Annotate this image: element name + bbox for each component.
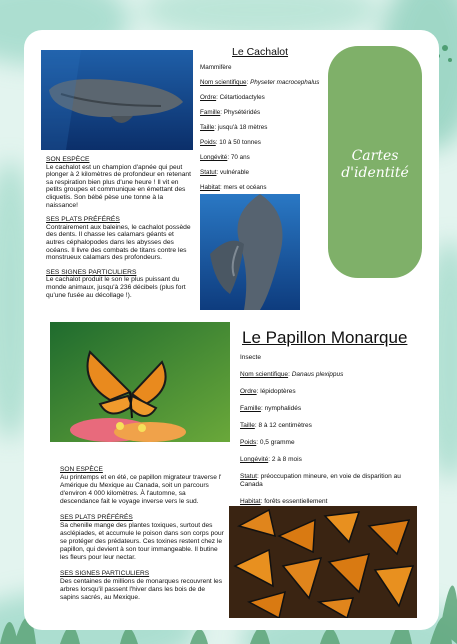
- monarque-espece: SON ESPÈCE Au printemps et en été, ce papillon migrateur traverse l' Amérique du Mexique au Canada, soit un parcours d'environ 4 000 kilomètres. À l'automne, sa descendance fait le voyage inverse vers le sud.: [60, 466, 222, 505]
- cachalot-poids: Poids: 10 à 50 tonnes: [200, 139, 261, 146]
- badge-line2: d'identité: [341, 165, 409, 181]
- badge-line1: Cartes: [351, 148, 399, 164]
- cachalot-ordre: Ordre: Cétartiodactyles: [200, 94, 265, 101]
- monarque-famille: Famille: nymphalidés: [240, 405, 302, 412]
- identity-badge: [328, 46, 422, 278]
- monarch-butterfly-photo: [50, 322, 230, 442]
- cachalot-sections: [46, 156, 194, 306]
- sperm-whale-photo: [41, 50, 193, 150]
- monarque-sections: [60, 466, 225, 610]
- monarque-sci-name: Nom scientifique: Danaus plexippus: [240, 371, 344, 378]
- monarque-taille: Taille: 8 à 12 centimètres: [240, 422, 312, 429]
- monarque-habitat: Habitat: forêts essentiellement: [240, 498, 328, 505]
- monarque-plats: SES PLATS PRÉFÉRÉS Sa chenille mange des plantes toxiques, surtout des asclépiades, et accumule le poison dans son corps pour se protéger des prédateurs. Ces toxines restent chez le papillon, qui devient à son tour immangeable. Il butine les fleurs pour leur nectar.: [60, 514, 224, 561]
- monarque-poids: Poids: 0,5 gramme: [240, 439, 295, 446]
- cachalot-statut: Statut: vulnérable: [200, 169, 250, 176]
- cachalot-taille: Taille: jusqu'à 18 mètres: [200, 124, 268, 131]
- cachalot-facts: [200, 64, 335, 199]
- cachalot-espece: SON ESPÈCE Le cachalot est un champion d'apnée qui peut plonger à 2 kilomètres de profondeur en retenant sa respiration bien plus d'une heure ! Il vit en petits groupes et communique en émettant des cliquetis. Son bébé pèse une tonne à la naissance!: [46, 156, 191, 209]
- monarque-class: Insecte: [240, 354, 261, 361]
- cachalot-habitat: Habitat: mers et océans: [200, 184, 267, 191]
- monarch-cluster-photo: [229, 506, 417, 618]
- cachalot-sci-name: Nom scientifique: Physeter macrocephalus: [200, 79, 320, 86]
- cachalot-signes: SES SIGNES PARTICULIERS Le cachalot produit le son le plus puissant du monde animaux, jusqu'à 236 décibels (plus fort qu'une fusée au décollage !).: [46, 268, 186, 299]
- monarque-signes: SES SIGNES PARTICULIERS Des centaines de millions de monarques recouvrent les arbres lorsqu'il passent l'hiver dans les bois de de sapins sacrés, au Mexique.: [60, 570, 222, 601]
- monarque-statut: Statut: préoccupation mineure, en voie de disparition au Canada: [240, 473, 401, 488]
- monarque-longevite: Longévité: 2 à 8 mois: [240, 456, 302, 463]
- monarque-facts: [240, 354, 420, 515]
- monarque-ordre: Ordre: lépidoptères: [240, 388, 296, 395]
- sperm-whale-photo-2: [200, 194, 300, 310]
- monarque-title: Le Papillon Monarque: [242, 328, 408, 347]
- cachalot-title: Le Cachalot: [232, 46, 289, 58]
- cachalot-longevite: Longévité: 70 ans: [200, 154, 250, 161]
- cachalot-plats: SES PLATS PRÉFÉRÉS Contrairement aux baleines, le cachalot possède des dents. Il chasse les calamars géants et autres céphalopodes dans les abysses des océans. Il livre des combats de titans contre les monstrueux calamars des profondeurs.: [46, 216, 191, 262]
- cachalot-famille: Famille: Physétéridés: [200, 109, 261, 116]
- identity-card-page: [24, 30, 439, 630]
- cachalot-class: Mammifère: [200, 64, 232, 71]
